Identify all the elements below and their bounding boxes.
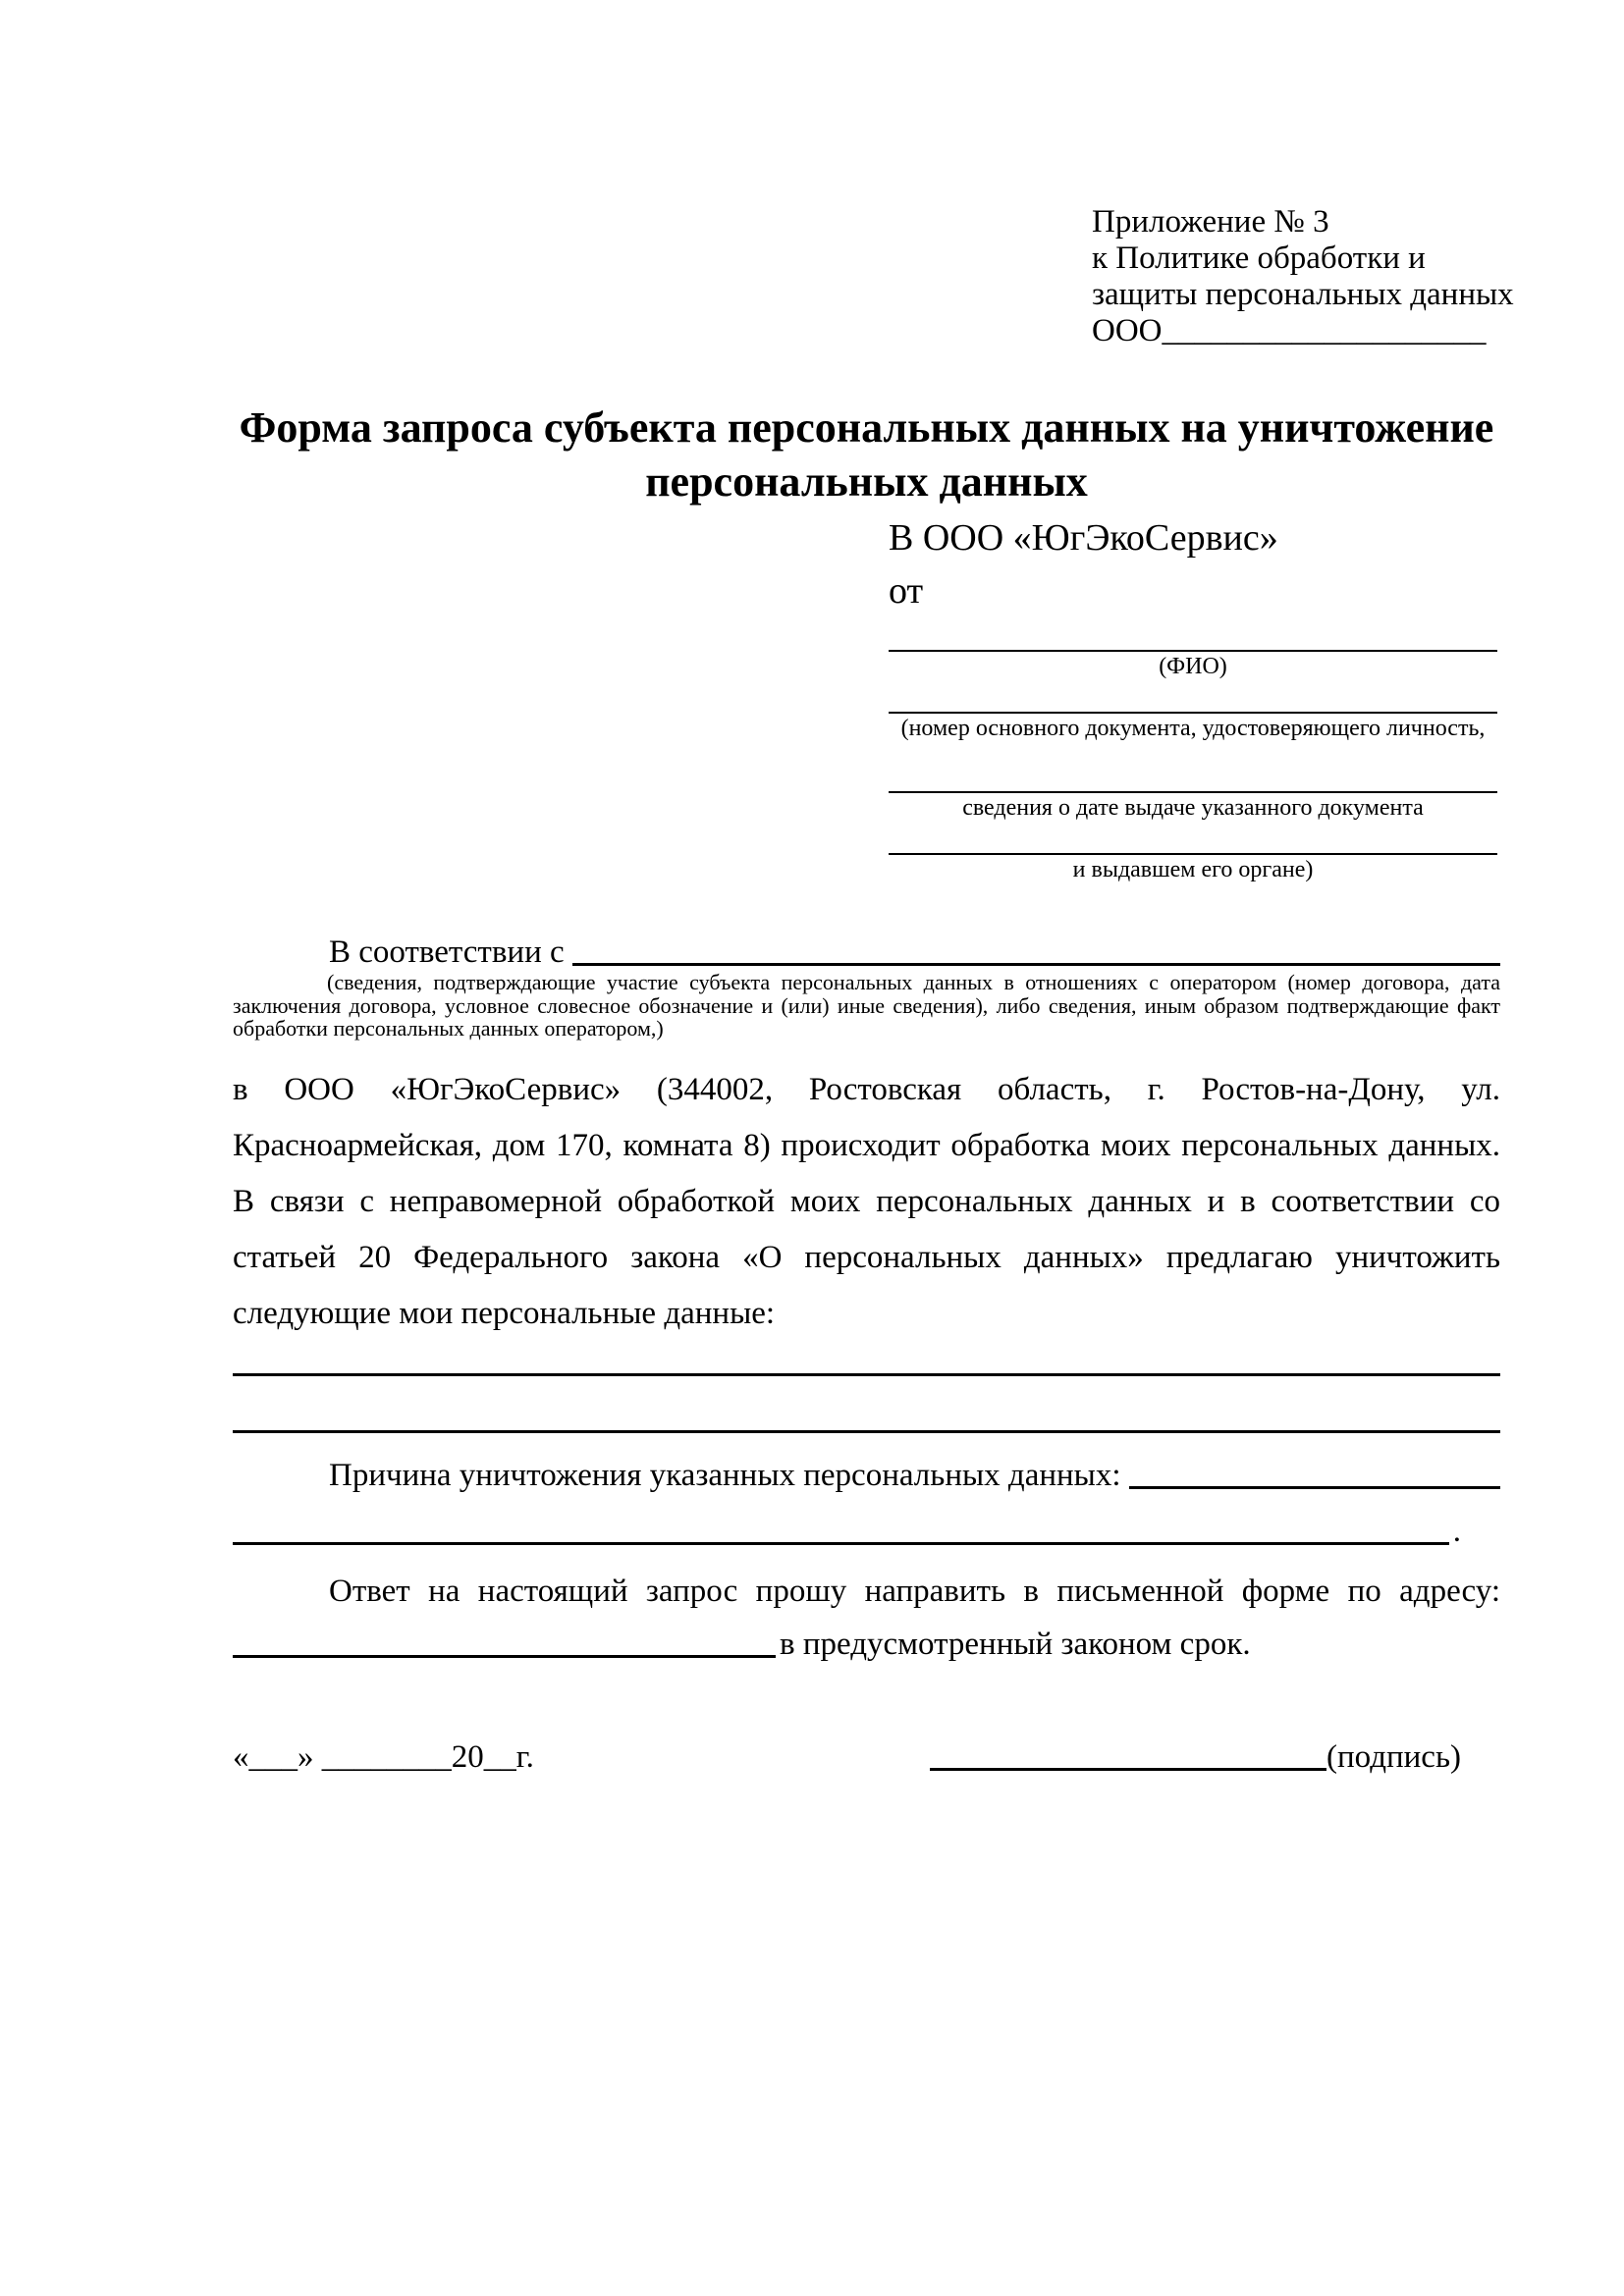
fio-caption: (ФИО) <box>1159 654 1227 679</box>
answer-tail: в предусмотренный законом срок. <box>780 1627 1251 1662</box>
appendix-header <box>1092 204 1514 349</box>
data-blank-line-1 <box>233 1373 1500 1376</box>
page-title: Форма запроса субъекта персональных данных на уничтожение персональных данных <box>239 403 1494 506</box>
answer-paragraph: Ответ на настоящий запрос прошу направить в письменной форме по адресу: <box>329 1574 1500 1609</box>
issue-date-blank-line <box>889 791 1497 793</box>
reason-blank-line-2 <box>233 1512 1449 1545</box>
addressee-block <box>889 516 1497 882</box>
document-number-blank-line <box>889 712 1497 714</box>
issuing-authority-caption: и выдавшем его органе) <box>1072 857 1314 882</box>
appendix-policy-line2: защиты персональных данных <box>1092 277 1514 312</box>
document-number-caption: (номер основного документа, удостоверяющего личность, <box>900 716 1486 741</box>
reason-continuation-row <box>233 1512 1500 1551</box>
accordance-row <box>233 933 1500 972</box>
accordance-blank-line <box>572 933 1500 966</box>
accordance-footnote: (сведения, подтверждающие участие субъекта персональных данных в отношениях с оператором (номер договора, дата заключения договора, условное словесное обозначение и (или) иные сведения), либо сведения, иным образом подтверждающие факт обработки персональных данных оператором,) <box>233 970 1500 1041</box>
signature-caption: (подпись) <box>1326 1739 1461 1775</box>
addressee-from-label: от <box>889 570 924 612</box>
appendix-policy-line: к Политике обработки и <box>1092 240 1426 276</box>
accordance-lead: В соответствии с <box>329 934 565 970</box>
reason-blank-line <box>1129 1456 1500 1489</box>
data-blank-line-2 <box>233 1430 1500 1433</box>
reason-row <box>233 1456 1500 1495</box>
date-signature-row <box>233 1737 1500 1777</box>
answer-address-row <box>233 1625 1500 1664</box>
signature-group <box>930 1737 1461 1777</box>
reason-label: Причина уничтожения указанных персональных данных: <box>329 1458 1121 1493</box>
date-blank: «___» ________20__г. <box>233 1739 534 1775</box>
address-blank-line <box>233 1625 776 1658</box>
issuing-authority-blank-line <box>889 853 1497 855</box>
appendix-number: Приложение № 3 <box>1092 204 1329 240</box>
issue-date-caption: сведения о дате выдаче указанного документа <box>962 795 1424 821</box>
addressee-to: В ООО «ЮгЭкоСервис» <box>889 517 1278 559</box>
reason-period: . <box>1452 1514 1461 1549</box>
signature-blank-line <box>930 1737 1326 1771</box>
appendix-ooo-blank: ООО____________________ <box>1092 313 1487 348</box>
body-paragraph: в ООО «ЮгЭкоСервис» (344002, Ростовская область, г. Ростов-на-Дону, ул. Красноармейская, дом 170, комната 8) происходит обработка моих персональных данных. В связи с неправомерной обработкой моих персональных данных и в соответствии со статьей 20 Федерального закона «О персональных данных» предлагаю уничтожить следующие мои персональные данные: <box>233 1072 1500 1331</box>
fio-blank-line <box>889 650 1497 652</box>
